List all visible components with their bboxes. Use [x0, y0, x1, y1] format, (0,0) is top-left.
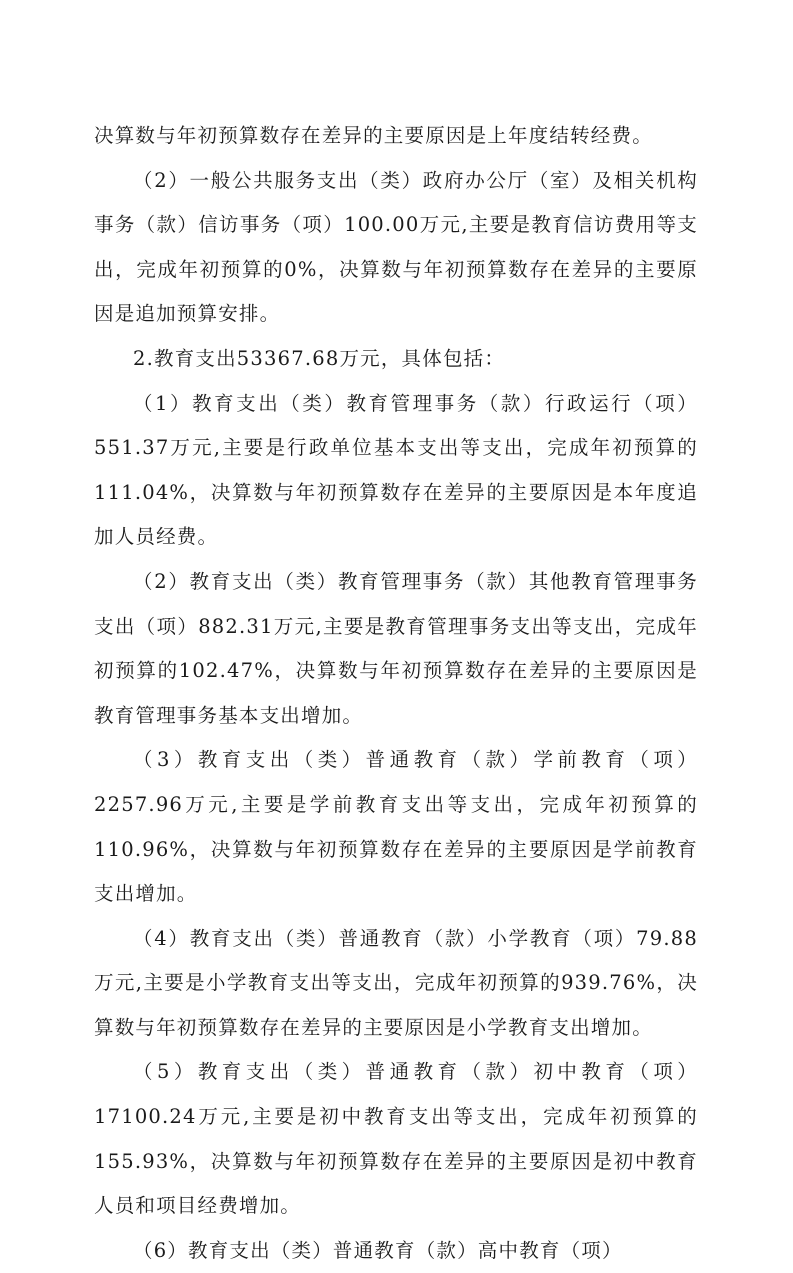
paragraph-item-2-other-education-management: （2）教育支出（类）教育管理事务（款）其他教育管理事务支出（项）882.31万元,主要是教育管理事务支出等支出，完成年初预算的102.47%，决算数与年初预算数存在差异的主要原因是教育管理事务基本支出增加。: [94, 569, 698, 727]
paragraph-item-5-junior-high-education: （5）教育支出（类）普通教育（款）初中教育（项）17100.24万元,主要是初中教育支出等支出，完成年初预算的155.93%，决算数与年初预算数存在差异的主要原因是初中教育人员和项目经费增加。: [94, 1060, 698, 1218]
document-page: [94, 114, 698, 1273]
paragraph-item-4-primary-education: （4）教育支出（类）普通教育（款）小学教育（项）79.88万元,主要是小学教育支出等支出，完成年初预算的939.76%，决算数与年初预算数存在差异的主要原因是小学教育支出增加。: [94, 926, 698, 1039]
paragraph-continuation: 决算数与年初预算数存在差异的主要原因是上年度结转经费。: [94, 124, 653, 147]
paragraph-item-3-preschool-education: （3）教育支出（类）普通教育（款）学前教育（项）2257.96万元,主要是学前教育支出等支出，完成年初预算的110.96%，决算数与年初预算数存在差异的主要原因是学前教育支出增加。: [94, 748, 698, 906]
section-heading-education-expenditure: 2.教育支出53367.68万元，具体包括：: [133, 346, 506, 370]
paragraph-item-1-administrative-operation: （1）教育支出（类）教育管理事务（款）行政运行（项）551.37万元,主要是行政单位基本支出等支出，完成年初预算的111.04%，决算数与年初预算数存在差异的主要原因是本年度追加人员经费。: [94, 391, 698, 549]
paragraph-item-6-senior-high-education: （6）教育支出（类）普通教育（款）高中教育（项）: [133, 1238, 623, 1262]
paragraph-item-2-petition-affairs: （2）一般公共服务支出（类）政府办公厅（室）及相关机构事务（款）信访事务（项）100.00万元,主要是教育信访费用等支出，完成年初预算的0%，决算数与年初预算数存在差异的主要原因是追加预算安排。: [94, 168, 698, 326]
